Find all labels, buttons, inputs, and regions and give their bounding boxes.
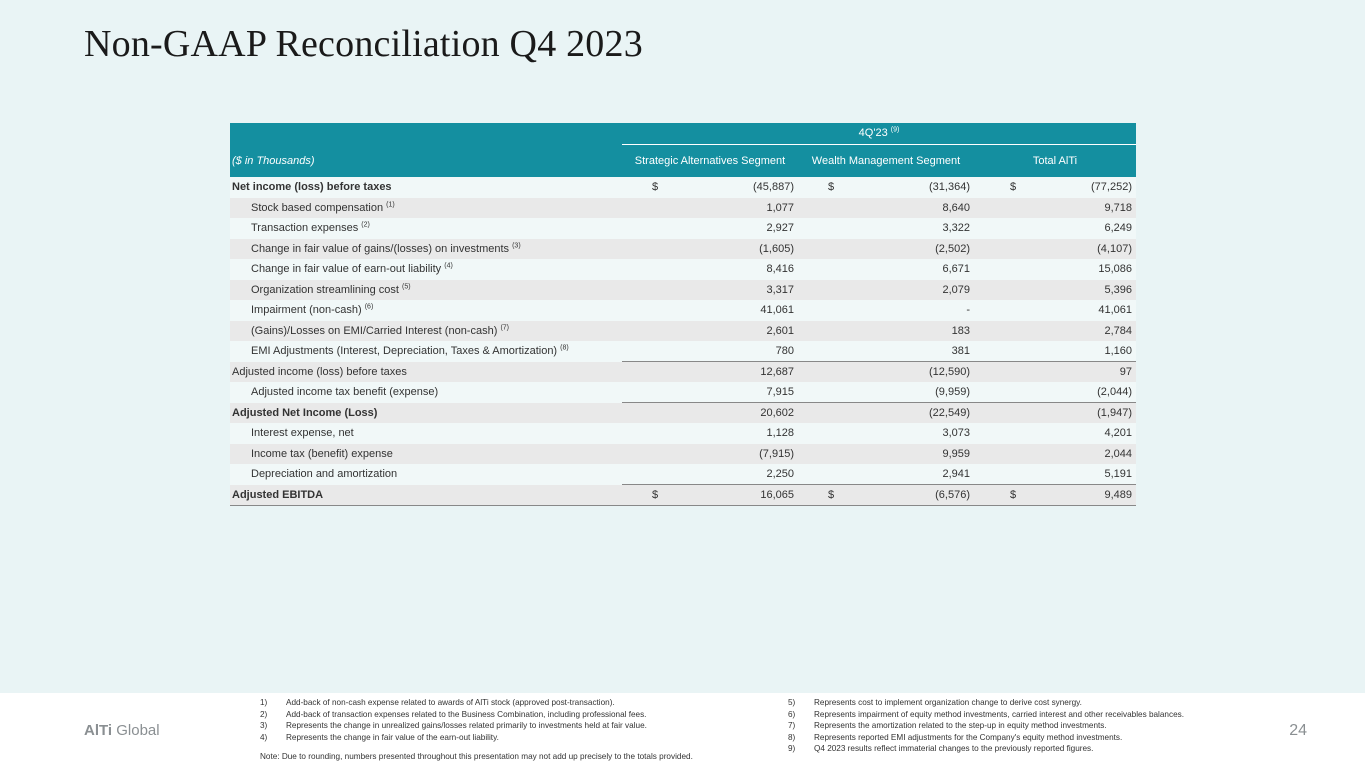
currency-symbol: $ [1010,181,1017,194]
footnote: 7) Represents the amortization related to the step-up in equity method investments. [788,721,1107,730]
value-sa: (1,605) [622,239,798,260]
currency-symbol: $ [828,488,835,501]
value-tot: 41,061 [974,300,1136,321]
value-tot: 6,249 [974,218,1136,239]
value-sa: 41,061 [622,300,798,321]
value-wm: 3,073 [798,423,974,444]
footnote-ref: (6) [364,303,374,311]
value-sa: 780 [622,341,798,362]
value-wm: 2,079 [798,280,974,301]
value-sa: 3,317 [622,280,798,301]
value-wm: 381 [798,341,974,362]
value-wm: 2,941 [798,464,974,485]
company-logo: AlTi Global [84,722,160,739]
value-sa: 2,601 [622,321,798,342]
page-title: Non-GAAP Reconciliation Q4 2023 [84,23,643,65]
value-sa: $ (45,887) [622,177,798,198]
footnote: 3) Represents the change in unrealized gains/losses related primarily to investments held at fair value. [260,721,647,730]
period-header: 4Q'23 $^{(9)}$ [622,123,1136,144]
value-wm: (2,502) [798,239,974,260]
value-wm: 8,640 [798,198,974,219]
value-wm: 6,671 [798,259,974,280]
table-row [230,321,1136,342]
value-wm: $ (31,364) [798,177,974,198]
table-row [230,485,1136,506]
row-label: Change in fair value of earn-out liability $^{(4)}$ [230,259,622,280]
footnote-ref: (1) [386,201,395,209]
row-label: Stock based compensation $^{(1)}$ [230,198,622,219]
row-label: Depreciation and amortization [230,464,622,485]
value-sa: 12,687 [622,362,798,383]
value-tot: $ 9,489 [974,485,1136,506]
reconciliation-table [230,123,1136,506]
value-sa: $ 16,065 [622,485,798,506]
value-tot: 5,191 [974,464,1136,485]
row-label: EMI Adjustments (Interest, Depreciation, Taxes & Amortization) $^{(8)}$ [230,341,622,362]
value-sa: 1,128 [622,423,798,444]
row-label: Impairment (non-cash) $^{(6)}$ [230,300,622,321]
footnote: 5) Represents cost to implement organization change to derive cost synergy. [788,698,1082,707]
table-row [230,444,1136,465]
col-header-strategic-alternatives: Strategic Alternatives Segment [622,144,798,177]
footnote-ref: (3) [512,242,521,250]
row-label: Adjusted EBITDA [230,485,622,506]
footnote-ref: (4) [444,262,453,270]
value-sa: 2,927 [622,218,798,239]
footnote: 4) Represents the change in fair value of the earn-out liability. [260,732,499,742]
row-label: Income tax (benefit) expense [230,444,622,465]
rounding-disclaimer: Note: Due to rounding, numbers presented throughout this presentation may not add up precisely to the totals provided. [260,752,693,761]
units-label: ($ in Thousands) [230,144,622,177]
value-wm: (12,590) [798,362,974,383]
row-label: Adjusted income (loss) before taxes [230,362,622,383]
table-row [230,341,1136,362]
table-row [230,464,1136,485]
table-row [230,300,1136,321]
row-label: Organization streamlining cost $^{(5)}$ [230,280,622,301]
currency-symbol: $ [1010,488,1017,501]
footnote: 1) Add-back of non-cash expense related to awards of AlTi stock (approved post-transaction). [260,698,615,707]
footnote: 6) Represents impairment of equity method investments, carried interest and other receivables balances. [788,709,1184,719]
footnote: 8) Represents reported EMI adjustments for the Company's equity method investments. [788,732,1123,742]
footnote-ref: (2) [361,221,370,229]
row-label: Interest expense, net [230,423,622,444]
value-tot: 15,086 [974,259,1136,280]
value-wm: (22,549) [798,403,974,424]
row-label: Adjusted Net Income (Loss) [230,403,622,424]
value-tot: 2,044 [974,444,1136,465]
row-label: Transaction expenses $^{(2)}$ [230,218,622,239]
row-label: Net income (loss) before taxes [230,177,622,198]
value-wm: - [798,300,974,321]
value-wm: $ (6,576) [798,485,974,506]
value-wm: 9,959 [798,444,974,465]
footnote-ref: (8) [560,344,569,352]
value-tot: (1,947) [974,403,1136,424]
table-row [230,198,1136,219]
value-sa: 1,077 [622,198,798,219]
footnote-ref: (5) [402,283,411,291]
value-wm: (9,959) [798,382,974,403]
value-tot: (2,044) [974,382,1136,403]
value-tot: 97 [974,362,1136,383]
table-row [230,218,1136,239]
footnote: 9) Q4 2023 results reflect immaterial changes to the previously reported figures. [788,744,1094,753]
value-wm: 183 [798,321,974,342]
row-label: Adjusted income tax benefit (expense) [230,382,622,403]
currency-symbol: $ [652,181,659,194]
value-sa: 8,416 [622,259,798,280]
col-header-wealth-management: Wealth Management Segment [798,144,974,177]
value-tot: 1,160 [974,341,1136,362]
table-row [230,403,1136,424]
table-row [230,382,1136,403]
row-label: (Gains)/Losses on EMI/Carried Interest (non-cash) $^{(7)}$ [230,321,622,342]
table-row [230,280,1136,301]
footnotes-right [788,697,1184,755]
table-row [230,239,1136,260]
footnote-ref: (7) [500,324,509,332]
value-tot: $ (77,252) [974,177,1136,198]
page-number: 24 [1289,722,1307,739]
value-tot: 9,718 [974,198,1136,219]
table-row [230,423,1136,444]
table-row [230,177,1136,198]
col-header-total: Total AlTi [974,144,1136,177]
row-label: Change in fair value of gains/(losses) on investments $^{(3)}$ [230,239,622,260]
footnotes-left [260,697,693,763]
period-footnote-ref: (9) [890,126,900,134]
value-sa: (7,915) [622,444,798,465]
currency-symbol: $ [652,488,659,501]
footer [0,693,1365,768]
value-wm: 3,322 [798,218,974,239]
table-row [230,362,1136,383]
currency-symbol: $ [828,181,835,194]
table-row [230,259,1136,280]
value-tot: 5,396 [974,280,1136,301]
value-sa: 7,915 [622,382,798,403]
value-sa: 20,602 [622,403,798,424]
value-tot: (4,107) [974,239,1136,260]
value-tot: 4,201 [974,423,1136,444]
value-sa: 2,250 [622,464,798,485]
footnote: 2) Add-back of transaction expenses related to the Business Combination, including professional fees. [260,709,647,719]
value-tot: 2,784 [974,321,1136,342]
header-spacer [230,123,622,144]
